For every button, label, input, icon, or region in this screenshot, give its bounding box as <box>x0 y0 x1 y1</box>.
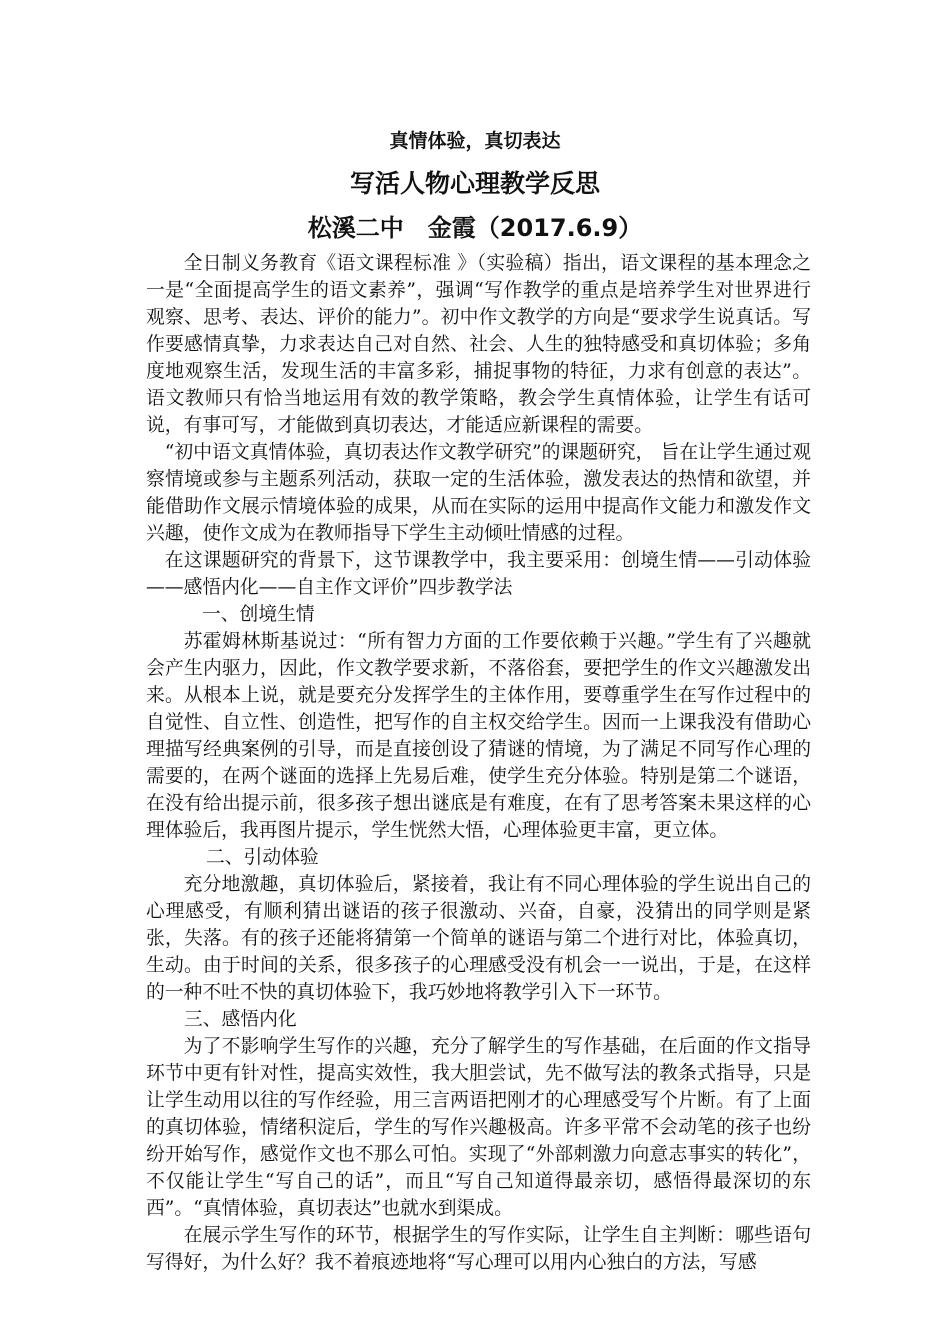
section-heading-2: 二、引动体验 <box>206 847 319 868</box>
paragraph-section-2: 充分地激趣，真切体验后，紧接着，我让有不同心理体验的学生说出自己的心理感受，有顺利猜出谜语的孩子很激动、兴奋，自豪，没猜出的同学则是紧张，失落。有的孩子还能将猜第一个简单的谜语与第二个进行对比，体验真切，生动。由于时间的关系，很多孩子的心理感受没有机会一一说出，于是，在这样的一种不吐不快的真切体验下，我巧妙地将教学引入下一环节。 <box>146 874 811 1003</box>
document-title: 写活人物心理教学反思 <box>349 169 600 198</box>
paragraph-research: “初中语文真情体验，真切表达作文教学研究”的课题研究， 旨在让学生通过观察情境或参与主题系列活动，获取一定的生活体验，激发表达的热情和欲望，并能借助作文展示情境体验的成果，从而在实际的运用中提高作文能力和激发作文兴趣，使作文成为在教师指导下学生主动倾吐情感的过程。 <box>146 442 811 544</box>
paragraph-section-3: 为了不影响学生写作的兴趣，充分了解学生的写作基础，在后面的作文指导环节中更有针对性，提高实效性，我大胆尝试，先不做写法的教条式指导，只是让学生动用以往的写作经验，用三言两语把刚才的心理感受写个片断。有了上面的真切体验，情绪积淀后，学生的写作兴趣极高。许多平常不会动笔的孩子也纷纷开始写作，感觉作文也不那么可怕。实现了“外部刺激力向意志事实的转化”， 不仅能让学生“写自己的话”，而且“写自己知道得最亲切，感悟得最深切的东西”。“真情体验，真切表达”也就水到渠成。 <box>146 1036 811 1219</box>
document-subtitle: 真情体验，真切表达 <box>389 130 561 152</box>
section-heading-3: 三、感悟内化 <box>184 1009 297 1030</box>
body-text <box>146 250 811 1276</box>
paragraph-display: 在展示学生写作的环节，根据学生的写作实际，让学生自主判断：哪些语句写得好，为什么好？我不着痕迹地将“写心理可以用内心独白的方法，写感 <box>146 1225 811 1273</box>
author-line: 松溪二中 金霞（2017.6.9） <box>307 214 643 242</box>
section-heading-1: 一、创境生情 <box>202 604 315 625</box>
paragraph-section-1: 苏霍姆林斯基说过：“所有智力方面的工作要依赖于兴趣。”学生有了兴趣就会产生内驱力，因此，作文教学要求新，不落俗套，要把学生的作文兴趣激发出来。从根本上说，就是要充分发挥学生的主体作用，要尊重学生在写作过程中的自觉性、自立性、创造性，把写作的自主权交给学生。因而一上课我没有借助心理描写经典案例的引导，而是直接创设了猜谜的情境，为了满足不同写作心理的需要的，在两个谜面的选择上先易后难，使学生充分体验。特别是第二个谜语，在没有给出提示前，很多孩子想出谜底是有难度，在有了思考答案未果这样的心理体验后，我再图片提示，学生恍然大悟，心理体验更丰富，更立体。 <box>146 631 811 841</box>
paragraph-intro: 全日制义务教育《语文课程标准 》（实验稿）指出，语文课程的基本理念之一是“全面提高学生的语文素养”，强调“写作教学的重点是培养学生对世界进行观察、思考、表达、评价的能力”。初中作文教学的方向是“要求学生说真话。写作要感情真挚，力求表达自己对自然、社会、人生的独特感受和真切体验；多角度地观察生活，发现生活的丰富多彩，捕捉事物的特征，力求有创意的表达”。语文教师只有恰当地运用有效的教学策略，教会学生真情体验，让学生有话可说，有事可写，才能做到真切表达，才能适应新课程的需要。 <box>146 253 811 436</box>
paragraph-method: 在这课题研究的背景下，这节课教学中，我主要采用：创境生情——引动体验——感悟内化——自主作文评价”四步教学法 <box>146 550 811 598</box>
